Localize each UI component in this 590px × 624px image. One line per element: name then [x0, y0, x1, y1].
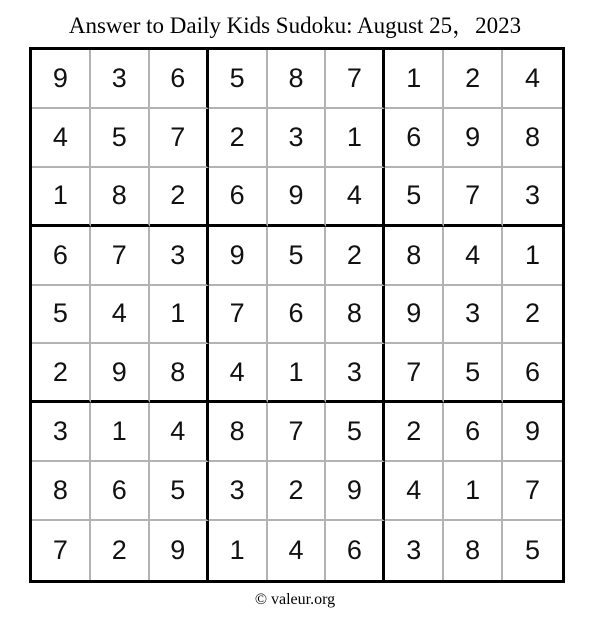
- sudoku-cell: 5: [503, 521, 562, 580]
- sudoku-cell: 6: [91, 462, 150, 521]
- sudoku-cell: 5: [209, 50, 268, 109]
- sudoku-cell: 3: [91, 50, 150, 109]
- sudoku-cell: 6: [209, 168, 268, 227]
- sudoku-cell: 5: [385, 168, 444, 227]
- sudoku-cell: 7: [503, 462, 562, 521]
- sudoku-cell: 2: [385, 403, 444, 462]
- sudoku-cell: 1: [385, 50, 444, 109]
- sudoku-cell: 8: [32, 462, 91, 521]
- sudoku-cell: 3: [326, 344, 385, 403]
- sudoku-cell: 1: [268, 344, 327, 403]
- sudoku-cell: 1: [209, 521, 268, 580]
- sudoku-cell: 9: [150, 521, 209, 580]
- sudoku-cell: 4: [150, 403, 209, 462]
- sudoku-cell: 5: [150, 462, 209, 521]
- sudoku-cell: 8: [444, 521, 503, 580]
- site-credit: © valeur.org: [254, 591, 336, 608]
- sudoku-cell: 1: [150, 286, 209, 345]
- sudoku-cell: 7: [91, 227, 150, 286]
- sudoku-cell: 8: [91, 168, 150, 227]
- sudoku-cell: 7: [444, 168, 503, 227]
- sudoku-cell: 1: [444, 462, 503, 521]
- sudoku-cell: 8: [268, 50, 327, 109]
- sudoku-cell: 4: [209, 344, 268, 403]
- sudoku-cell: 3: [444, 286, 503, 345]
- sudoku-cell: 4: [32, 109, 91, 168]
- sudoku-cell: 1: [32, 168, 91, 227]
- sudoku-cell: 5: [444, 344, 503, 403]
- sudoku-cell: 2: [150, 168, 209, 227]
- sudoku-cell: 9: [326, 462, 385, 521]
- sudoku-cell: 3: [503, 168, 562, 227]
- sudoku-cell: 1: [91, 403, 150, 462]
- sudoku-cell: 9: [503, 403, 562, 462]
- sudoku-cell: 1: [326, 109, 385, 168]
- sudoku-cell: 6: [385, 109, 444, 168]
- sudoku-cell: 9: [444, 109, 503, 168]
- sudoku-cell: 1: [503, 227, 562, 286]
- sudoku-cell: 6: [326, 521, 385, 580]
- sudoku-cell: 7: [32, 521, 91, 580]
- sudoku-cell: 5: [91, 109, 150, 168]
- sudoku-cell: 4: [385, 462, 444, 521]
- sudoku-cell: 9: [91, 344, 150, 403]
- sudoku-cell: 3: [209, 462, 268, 521]
- sudoku-cell: 4: [326, 168, 385, 227]
- sudoku-cell: 5: [268, 227, 327, 286]
- sudoku-cell: 2: [268, 462, 327, 521]
- sudoku-cell: 4: [503, 50, 562, 109]
- sudoku-cell: 2: [209, 109, 268, 168]
- sudoku-cell: 6: [444, 403, 503, 462]
- sudoku-cell: 7: [385, 344, 444, 403]
- sudoku-cell: 8: [209, 403, 268, 462]
- sudoku-cell: 7: [268, 403, 327, 462]
- sudoku-cell: 2: [32, 344, 91, 403]
- sudoku-cell: 2: [91, 521, 150, 580]
- sudoku-cell: 8: [150, 344, 209, 403]
- sudoku-cell: 2: [503, 286, 562, 345]
- sudoku-cell: 3: [268, 109, 327, 168]
- sudoku-cell: 2: [326, 227, 385, 286]
- sudoku-cell: 8: [326, 286, 385, 345]
- sudoku-cell: 6: [150, 50, 209, 109]
- sudoku-cell: 5: [326, 403, 385, 462]
- sudoku-cell: 4: [91, 286, 150, 345]
- sudoku-cell: 6: [503, 344, 562, 403]
- sudoku-cell: 6: [268, 286, 327, 345]
- sudoku-cell: 6: [32, 227, 91, 286]
- sudoku-cell: 8: [503, 109, 562, 168]
- sudoku-cell: 7: [326, 50, 385, 109]
- sudoku-cell: 9: [209, 227, 268, 286]
- sudoku-cell: 4: [444, 227, 503, 286]
- sudoku-cell: 7: [150, 109, 209, 168]
- sudoku-cell: 9: [385, 286, 444, 345]
- sudoku-cell: 2: [444, 50, 503, 109]
- sudoku-cell: 3: [150, 227, 209, 286]
- sudoku-cell: 4: [268, 521, 327, 580]
- sudoku-cell: 5: [32, 286, 91, 345]
- sudoku-cell: 8: [385, 227, 444, 286]
- sudoku-cell: 7: [209, 286, 268, 345]
- puzzle-title: Answer to Daily Kids Sudoku: August 25，2023: [68, 13, 522, 38]
- sudoku-cell: 9: [32, 50, 91, 109]
- sudoku-cell: 9: [268, 168, 327, 227]
- sudoku-board: [29, 47, 565, 583]
- sudoku-cell: 3: [32, 403, 91, 462]
- sudoku-cell: 3: [385, 521, 444, 580]
